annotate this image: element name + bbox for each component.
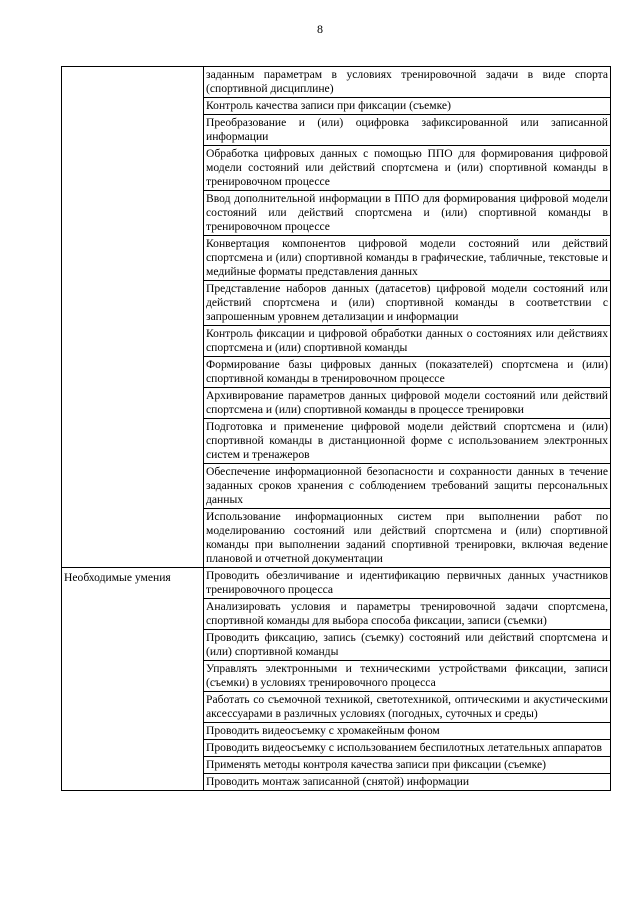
table-row: [62, 67, 611, 98]
item-cell: Формирование базы цифровых данных (показателей) спортсмена и (или) спортивной команды в тренировочном процессе: [204, 357, 611, 388]
category-cell: [62, 568, 204, 791]
item-cell: Проводить монтаж записанной (снятой) информации: [204, 774, 611, 791]
item-cell: Обеспечение информационной безопасности и сохранности данных в течение заданных сроков хранения с соблюдением требований защиты персональных данных: [204, 464, 611, 509]
item-cell: Проводить обезличивание и идентификацию первичных данных участников тренировочного процесса: [204, 568, 611, 599]
item-cell: Управлять электронными и техническими устройствами фиксации, записи (съемки) в условиях тренировочного процесса: [204, 661, 611, 692]
item-cell: Проводить видеосъемку с хромакейным фоном: [204, 723, 611, 740]
item-cell: Подготовка и применение цифровой модели действий спортсмена и (или) спортивной команды в дистанционной форме с использованием электронных систем и тренажеров: [204, 419, 611, 464]
item-cell: Представление наборов данных (датасетов) цифровой модели состояний или действий спортсмена и (или) спортивной команды в соответствии с запрошенным уровнем детализации и информации: [204, 281, 611, 326]
item-cell: Применять методы контроля качества записи при фиксации (съемке): [204, 757, 611, 774]
requirements-table: [61, 66, 611, 791]
category-cell: [62, 67, 204, 568]
category-label: [64, 68, 201, 70]
item-cell: Контроль качества записи при фиксации (съемке): [204, 98, 611, 115]
item-cell: Работать со съемочной техникой, светотехникой, оптическими и акустическими аксессуарами в различных условиях (погодных, суточных и среды): [204, 692, 611, 723]
item-cell: Обработка цифровых данных с помощью ППО для формирования цифровой модели состояний или действий спортсмена и (или) спортивной команды в тренировочном процессе: [204, 146, 611, 191]
table-row: [62, 568, 611, 599]
item-cell: Архивирование параметров данных цифровой модели состояний или действий спортсмена и (или) спортивной команды в процессе тренировки: [204, 388, 611, 419]
page-number: 8: [317, 22, 323, 36]
item-cell: Анализировать условия и параметры тренировочной задачи спортсмена, спортивной команды для выбора способа фиксации, записи (съемки): [204, 599, 611, 630]
item-cell: Проводить видеосъемку с использованием беспилотных летательных аппаратов: [204, 740, 611, 757]
category-label: Необходимые умения: [64, 571, 171, 584]
item-cell: Преобразование и (или) оцифровка зафиксированной или записанной информации: [204, 115, 611, 146]
item-cell: Конвертация компонентов цифровой модели состояний или действий спортсмена и (или) спортивной команды в графические, табличные, текстовые и медийные форматы представления данных: [204, 236, 611, 281]
item-cell: Контроль фиксации и цифровой обработки данных о состояниях или действиях спортсмена и (или) спортивной команды: [204, 326, 611, 357]
item-cell: Использование информационных систем при выполнении работ по моделированию состояний или действий спортсмена и (или) спортивной команды при выполнении заданий спортивной тренировки, включая ведение плановой и отчетной документации: [204, 509, 611, 568]
item-cell: Проводить фиксацию, запись (съемку) состояний или действий спортсмена и (или) спортивной команды: [204, 630, 611, 661]
item-cell: Ввод дополнительной информации в ППО для формирования цифровой модели состояний или действий спортсмена и (или) спортивной команды в тренировочном процессе: [204, 191, 611, 236]
item-cell: заданным параметрам в условиях тренировочной задачи в виде спорта (спортивной дисциплине): [204, 67, 611, 98]
